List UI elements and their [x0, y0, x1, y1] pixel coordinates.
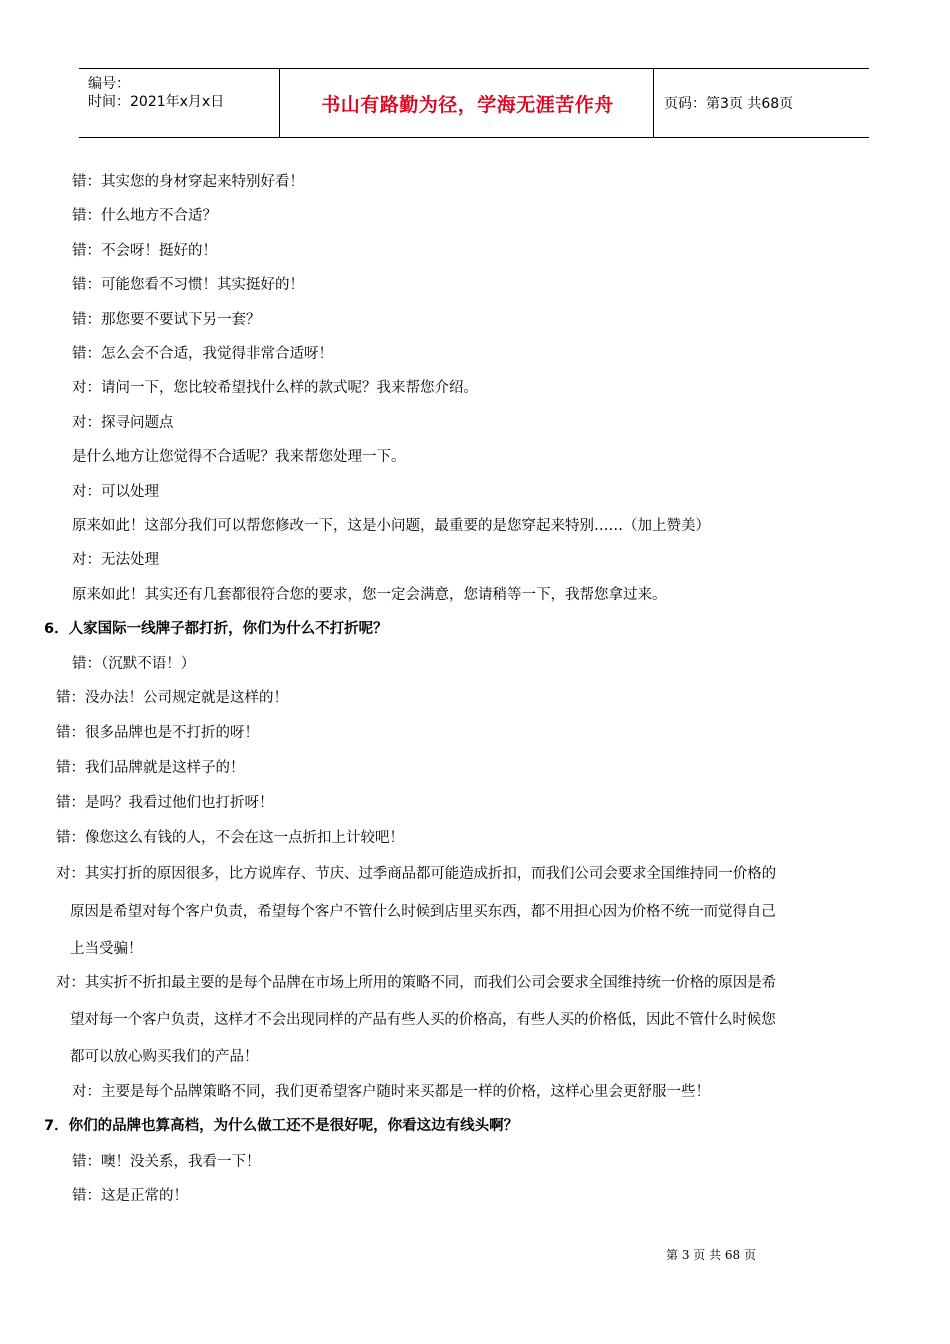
text-line: 上当受骗！ [70, 941, 143, 957]
date-label: 时间：2021年x月x日 [88, 94, 225, 110]
text-line: 错：（沉默不语！） [72, 656, 196, 672]
text-line: 原来如此！其实还有几套都很符合您的要求，您一定会满意，您请稍等一下，我帮您拿过来。 [72, 587, 667, 603]
text-line: 错：那您要不要试下另一套？ [72, 312, 261, 328]
text-line: 是什么地方让您觉得不合适呢？我来帮您处理一下。 [72, 449, 406, 465]
number-label: 编号： [88, 76, 130, 92]
text-line: 错：我们品牌就是这样子的！ [56, 760, 245, 776]
header-divider [279, 69, 280, 137]
text-line: 原来如此！这部分我们可以帮您修改一下，这是小问题，最重要的是您穿起来特别……（加上赞美） [72, 518, 710, 534]
text-line: 错：像您这么有钱的人，不会在这一点折扣上计较吧！ [56, 830, 404, 846]
text-line: 错：什么地方不合适？ [72, 208, 217, 224]
document-header [79, 68, 869, 138]
text-line: 对：主要是每个品牌策略不同，我们更希望客户随时来买都是一样的价格，这样心里会更舒服一些！ [72, 1084, 710, 1100]
section-heading: 7．你们的品牌也算高档，为什么做工还不是很好呢，你看这边有线头啊？ [44, 1118, 519, 1134]
text-line: 望对每一个客户负责，这样才不会出现同样的产品有些人买的价格高，有些人买的价格低，因此不管什么时候您 [70, 1012, 776, 1028]
section-heading: 6．人家国际一线牌子都打折，你们为什么不打折呢？ [44, 621, 388, 637]
text-line: 错：是吗？我看过他们也打折呀！ [56, 795, 274, 811]
header-motto: 书山有路勤为径，学海无涯苦作舟 [321, 93, 614, 116]
text-line: 错：不会呀！挺好的！ [72, 243, 217, 259]
text-line: 对：无法处理 [72, 552, 159, 568]
text-line: 原因是希望对每个客户负责，希望每个客户不管什么时候到店里买东西，都不用担心因为价格不统一而觉得自己 [70, 904, 776, 920]
text-line: 错：没办法！公司规定就是这样的！ [56, 690, 288, 706]
footer-page-number: 第 3 页 共 68 页 [666, 1248, 756, 1262]
text-line: 错：这是正常的！ [72, 1188, 188, 1204]
header-meta [88, 75, 278, 111]
text-line: 错：怎么会不合适，我觉得非常合适呀！ [72, 346, 333, 362]
text-line: 对：请问一下，您比较希望找什么样的款式呢？我来帮您介绍。 [72, 380, 478, 396]
text-line: 对：其实折不折扣最主要的是每个品牌在市场上所用的策略不同，而我们公司会要求全国维持统一价格的原因是希 [56, 975, 776, 991]
text-line: 都可以放心购买我们的产品！ [70, 1049, 259, 1065]
text-line: 错：可能您看不习惯！其实挺好的！ [72, 277, 304, 293]
text-line: 对：可以处理 [72, 484, 159, 500]
text-line: 对：其实打折的原因很多，比方说库存、节庆、过季商品都可能造成折扣，而我们公司会要求全国维持同一价格的 [56, 866, 776, 882]
text-line: 错：噢！没关系，我看一下！ [72, 1154, 261, 1170]
text-line: 错：很多品牌也是不打折的呀！ [56, 725, 259, 741]
text-line: 对：探寻问题点 [72, 415, 174, 431]
header-page-info: 页码：第3页 共68页 [664, 96, 794, 112]
text-line: 错：其实您的身材穿起来特别好看！ [72, 174, 304, 190]
